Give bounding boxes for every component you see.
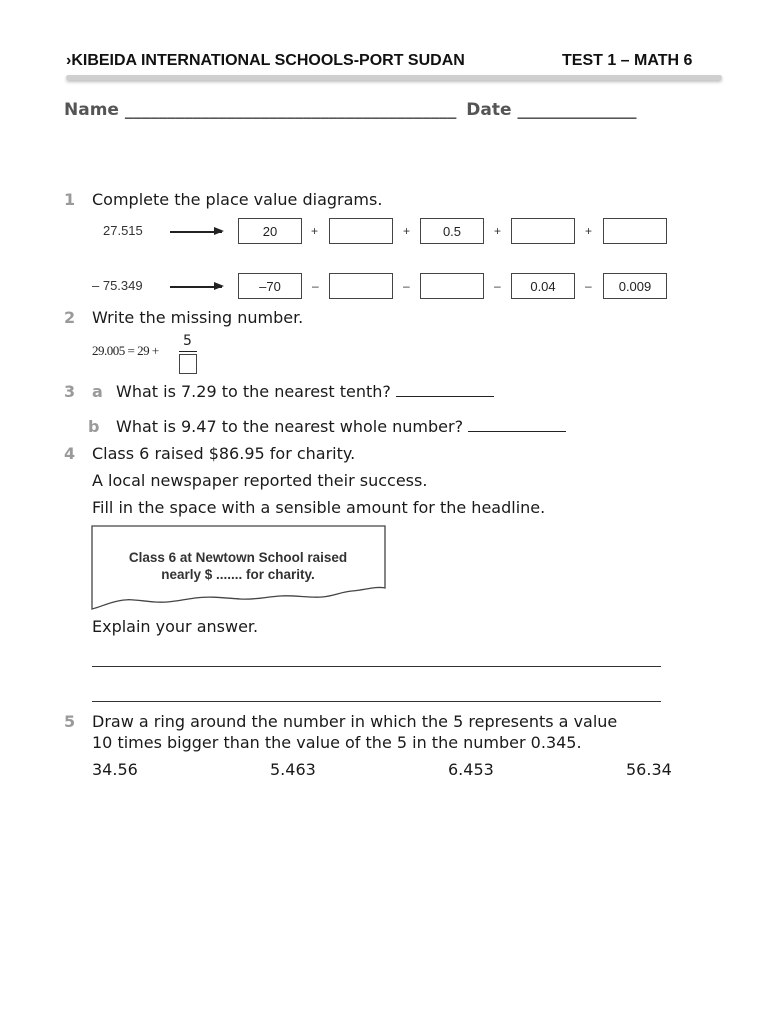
name-date-line bbox=[64, 100, 636, 120]
test-title: TEST 1 – MATH 6 bbox=[562, 52, 693, 69]
q3b-question: What is 9.47 to the nearest whole number? bbox=[116, 417, 464, 436]
q1-row1-box-4[interactable] bbox=[511, 218, 575, 244]
arrow-right-icon bbox=[170, 231, 222, 233]
q1-number: 1 bbox=[64, 190, 76, 209]
q1-row2-box-1: –70 bbox=[238, 273, 302, 299]
chevron-right-icon: › bbox=[66, 52, 72, 69]
q1-row1-number: 27.515 bbox=[103, 223, 143, 238]
q4-line-3: Fill in the space with a sensible amount for the headline. bbox=[92, 498, 546, 517]
q1-row2-op-4: – bbox=[585, 279, 592, 293]
q4-explain: Explain your answer. bbox=[92, 617, 259, 636]
q1-row1-op-2: + bbox=[403, 224, 411, 238]
q1-row1-box-1: 20 bbox=[238, 218, 302, 244]
q1-row2-box-4: 0.04 bbox=[511, 273, 575, 299]
q3a-text bbox=[116, 382, 494, 401]
headline-line-2: nearly $ ....... for charity. bbox=[161, 567, 315, 582]
q5-option-3[interactable]: 6.453 bbox=[448, 760, 494, 779]
q4-line-2: A local newspaper reported their success. bbox=[92, 471, 428, 490]
headline-line-1: Class 6 at Newtown School raised bbox=[128, 550, 348, 565]
q1-row1-op-1: + bbox=[311, 224, 319, 238]
q2-number: 2 bbox=[64, 308, 76, 327]
q3a-label: a bbox=[92, 382, 103, 401]
q1-row2-number: – 75.349 bbox=[92, 278, 143, 293]
q3a-answer-field[interactable] bbox=[396, 382, 494, 397]
q1-row2-op-1: – bbox=[312, 279, 319, 293]
q3b-text bbox=[116, 417, 566, 436]
school-name: KIBEIDA INTERNATIONAL SCHOOLS-PORT SUDAN bbox=[71, 52, 465, 69]
date-label: Date bbox=[466, 100, 512, 120]
q2-equation: 29.005 = 29 + bbox=[92, 343, 159, 358]
q5-option-4[interactable]: 56.34 bbox=[626, 760, 672, 779]
answer-line-2[interactable] bbox=[92, 701, 661, 702]
q3-number: 3 bbox=[64, 382, 76, 401]
q1-row1-op-3: + bbox=[494, 224, 502, 238]
q1-row2-box-3[interactable] bbox=[420, 273, 484, 299]
date-field[interactable]: ______________ bbox=[517, 100, 637, 120]
answer-line-1[interactable] bbox=[92, 666, 661, 667]
q2-prompt: Write the missing number. bbox=[92, 308, 304, 327]
q3b-label: b bbox=[88, 417, 100, 436]
q5-number: 5 bbox=[64, 712, 76, 731]
q1-prompt: Complete the place value diagrams. bbox=[92, 190, 383, 209]
fraction-bar bbox=[179, 351, 197, 352]
q3b-answer-field[interactable] bbox=[468, 417, 566, 432]
name-field[interactable]: _______________________________________ bbox=[124, 100, 457, 120]
q1-row1-box-2[interactable] bbox=[329, 218, 393, 244]
q1-row2-box-2[interactable] bbox=[329, 273, 393, 299]
q5-option-1[interactable]: 34.56 bbox=[92, 760, 138, 779]
q2-denominator-box[interactable] bbox=[179, 354, 197, 374]
q4-number: 4 bbox=[64, 444, 76, 463]
header-school bbox=[66, 52, 465, 70]
q1-row1-op-4: + bbox=[585, 224, 593, 238]
q5-option-2[interactable]: 5.463 bbox=[270, 760, 316, 779]
q1-row2-op-3: – bbox=[494, 279, 501, 293]
q4-line-1: Class 6 raised $86.95 for charity. bbox=[92, 444, 356, 463]
q5-line-2: 10 times bigger than the value of the 5 in the number 0.345. bbox=[92, 733, 582, 752]
q1-row2-op-2: – bbox=[403, 279, 410, 293]
q1-row1-box-3: 0.5 bbox=[420, 218, 484, 244]
q3a-question: What is 7.29 to the nearest tenth? bbox=[116, 382, 391, 401]
q2-numerator: 5 bbox=[183, 333, 192, 349]
q5-line-1: Draw a ring around the number in which the 5 represents a value bbox=[92, 712, 618, 731]
arrow-right-icon bbox=[170, 286, 222, 288]
name-label: Name bbox=[64, 100, 119, 120]
q1-row2-box-5: 0.009 bbox=[603, 273, 667, 299]
q1-row1-box-5[interactable] bbox=[603, 218, 667, 244]
header-divider bbox=[66, 75, 722, 80]
